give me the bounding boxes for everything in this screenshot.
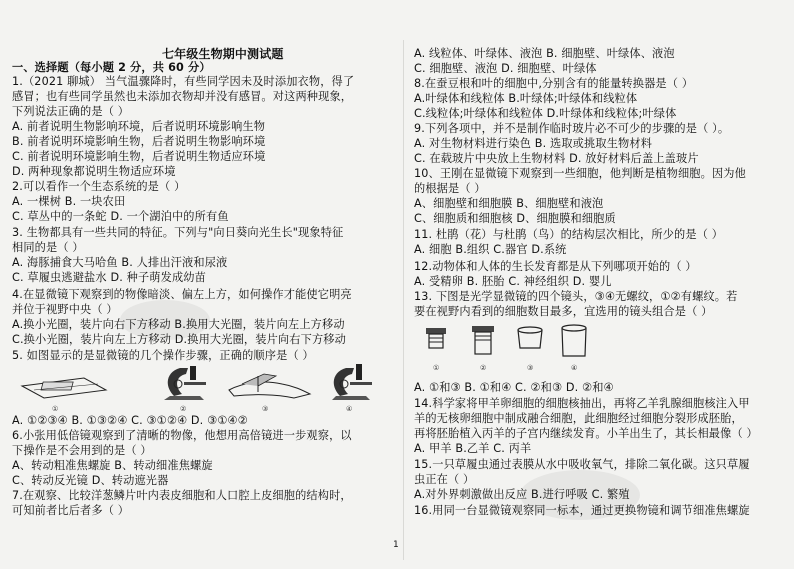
left-line: 4.在显微镜下观察到的物像暗淡、偏左上方，如何操作才能使它明亮: [12, 288, 352, 301]
column-divider: [403, 40, 404, 560]
right-line: 8.在蚕豆根和叶的细胞中,分别含有的能量转换器是（ ）: [414, 77, 694, 90]
right-line: A、细胞壁和细胞膜 B、细胞壁和液泡: [414, 197, 604, 210]
left-line: 2.可以看作一个生态系统的是（ ）: [12, 180, 186, 193]
right-line: C.线粒体;叶绿体和线粒体 D.叶绿体和线粒体;叶绿体: [414, 107, 677, 120]
right-line: C. 细胞壁、液泡 D. 细胞壁、叶绿体: [414, 62, 597, 75]
left-line: 1.（2021 聊城） 当气温骤降时，有些同学因未及时添加衣物，得了: [12, 75, 355, 88]
right-line: A. 线粒体、叶绿体、液泡 B. 细胞壁、叶绿体、液泡: [414, 47, 675, 60]
right-line: A. 甲羊 B.乙羊 C. 丙羊: [414, 442, 532, 455]
lens-3-drawing: [518, 327, 542, 348]
left-line: C、转动反光镜 D、转动遮光器: [12, 474, 169, 487]
right-line: A. 细胞 B.组织 C.器官 D.系统: [414, 243, 567, 256]
right-line: 虫正在（ ）: [414, 473, 475, 486]
right-line: 10、王刚在显微镜下观察到一些细胞，他判断是植物细胞。因为他: [414, 167, 746, 180]
right-line: 12.动物体和人体的生长发育都是从下列哪项开始的（ ）: [414, 260, 697, 273]
right-line: A. ①和③ B. ①和④ C. ②和③ D. ②和④: [414, 381, 614, 394]
q13-lens-label: ③: [527, 364, 534, 372]
left-line: A. 海豚捕食大马哈鱼 B. 人排出汗液和尿液: [12, 256, 228, 269]
right-line: 13. 下图是光学显微镜的四个镜头，③④无螺纹，①②有螺纹。若: [414, 290, 738, 303]
right-line: 16.用同一台显微镜观察同一标本，通过更换物镜和调节细准焦螺旋: [414, 504, 750, 517]
right-line: C. 在载玻片中央放上生物材料 D. 放好材料后盖上盖玻片: [414, 152, 699, 165]
right-line: A.对外界刺激做出反应 B.进行呼吸 C. 繁殖: [414, 488, 630, 501]
lens-1-drawing: [426, 328, 446, 348]
right-line: A. 受精卵 B. 胚胎 C. 神经组织 D. 婴儿: [414, 275, 612, 288]
step-slide-placement-drawing: [22, 378, 106, 398]
q13-lens-label: ①: [433, 364, 440, 372]
left-line: 相同的是（ ）: [12, 241, 84, 254]
q5-step-label: ①: [52, 405, 59, 413]
q13-lens-figure: [420, 322, 600, 364]
left-line: 可知前者比后者多（ ）: [12, 504, 130, 517]
q5-step-label: ②: [180, 405, 187, 413]
right-line: 再将胚胎植入丙羊的子宫内继续发育。小羊出生了，其长相最像（ ）: [414, 427, 758, 440]
q5-step-label: ③: [262, 405, 269, 413]
right-line: 要在视野内看到的细胞数目最多，宜选用的镜头组合是（ ）: [414, 305, 713, 318]
left-line: A. 一棵树 B. 一块农田: [12, 195, 126, 208]
exam-title: 七年级生物期中测试题: [162, 47, 284, 61]
right-line: 9.下列各项中，并不是制作临时玻片必不可少的步骤的是（ ）。: [414, 122, 730, 135]
left-line: C. 草履虫逃避盐水 D. 种子萌发成幼苗: [12, 271, 206, 284]
right-line: 15.一只草履虫通过表膜从水中吸收氧气，排除二氧化碳。这只草履: [414, 458, 750, 471]
right-line: C、细胞质和细胞核 D、细胞膜和细胞质: [414, 212, 616, 225]
right-line: 羊的无核卵细胞中制成融合细胞，此细胞经过细胞分裂形成胚胎，: [414, 412, 743, 425]
lens-4-drawing: [562, 325, 586, 356]
left-line: C. 前者说明环境影响生物，后者说明生物适应环境: [12, 150, 266, 163]
q5-step-label: ④: [346, 405, 353, 413]
right-line: 14.科学家将甲羊卵细胞的细胞核抽出，再将乙羊乳腺细胞核注入甲: [414, 397, 750, 410]
left-line: A.换小光圈，装片向右下方移动 B.换用大光圈，装片向左上方移动: [12, 318, 345, 331]
right-line: A.叶绿体和线粒体 B.叶绿体;叶绿体和线粒体: [414, 92, 638, 105]
left-line: 并位于视野中央（ ）: [12, 303, 118, 316]
left-line: A. ①②③④ B. ①③②④ C. ③①②④ D. ③①④②: [12, 414, 248, 427]
left-line: 下操作是不会用到的是（ ）: [12, 444, 152, 457]
left-line: C. 草丛中的一条蛇 D. 一个湖泊中的所有鱼: [12, 210, 229, 223]
left-line: 3. 生物都具有一些共同的特征。下列与"向日葵向光生长"现象特征: [12, 226, 344, 239]
left-line: 6.小张用低倍镜观察到了清晰的物像，他想用高倍镜进一步观察，以: [12, 429, 352, 442]
page-number: 1: [393, 540, 399, 550]
step-microscope-coarse-drawing: [164, 366, 206, 400]
left-line: D. 两种现象都说明生物适应环境: [12, 165, 176, 178]
step-microscope-focus-drawing: [332, 364, 372, 400]
left-line: 7.在观察、比较洋葱鳞片叶内表皮细胞和人口腔上皮细胞的结构时，: [12, 489, 352, 502]
left-line: B. 前者说明环境影响生物，后者说明生物影响环境: [12, 135, 266, 148]
left-line: 5. 如图显示的是显微镜的几个操作步骤，正确的顺序是（ ）: [12, 349, 314, 362]
left-line: A. 前者说明生物影响环境，后者说明环境影响生物: [12, 120, 266, 133]
right-line: 的根据是（ ）: [414, 182, 486, 195]
step-hands-adjusting-drawing: [229, 374, 310, 398]
lens-2-drawing: [472, 326, 494, 354]
right-line: 11. 杜鹃（花）与杜鹃（鸟）的结构层次相比，所少的是（ ）: [414, 228, 724, 241]
section-heading: 一、选择题（每小题 2 分，共 60 分）: [12, 61, 211, 74]
left-line: A、转动粗准焦螺旋 B、转动细准焦螺旋: [12, 459, 213, 472]
left-line: 感冒；也有些同学虽然也未添加衣物却并没有感冒。对这两种现象，: [12, 90, 353, 103]
right-line: A. 对生物材料进行染色 B. 选取或挑取生物材料: [414, 137, 653, 150]
q5-microscope-steps-figure: [14, 364, 384, 404]
left-line: 下列说法正确的是（ ）: [12, 105, 130, 118]
q13-lens-label: ②: [480, 364, 487, 372]
q13-lens-label: ④: [571, 364, 578, 372]
left-line: C.换小光圈，装片向左上方移动 D.换用大光圈，装片向右下方移动: [12, 333, 346, 346]
